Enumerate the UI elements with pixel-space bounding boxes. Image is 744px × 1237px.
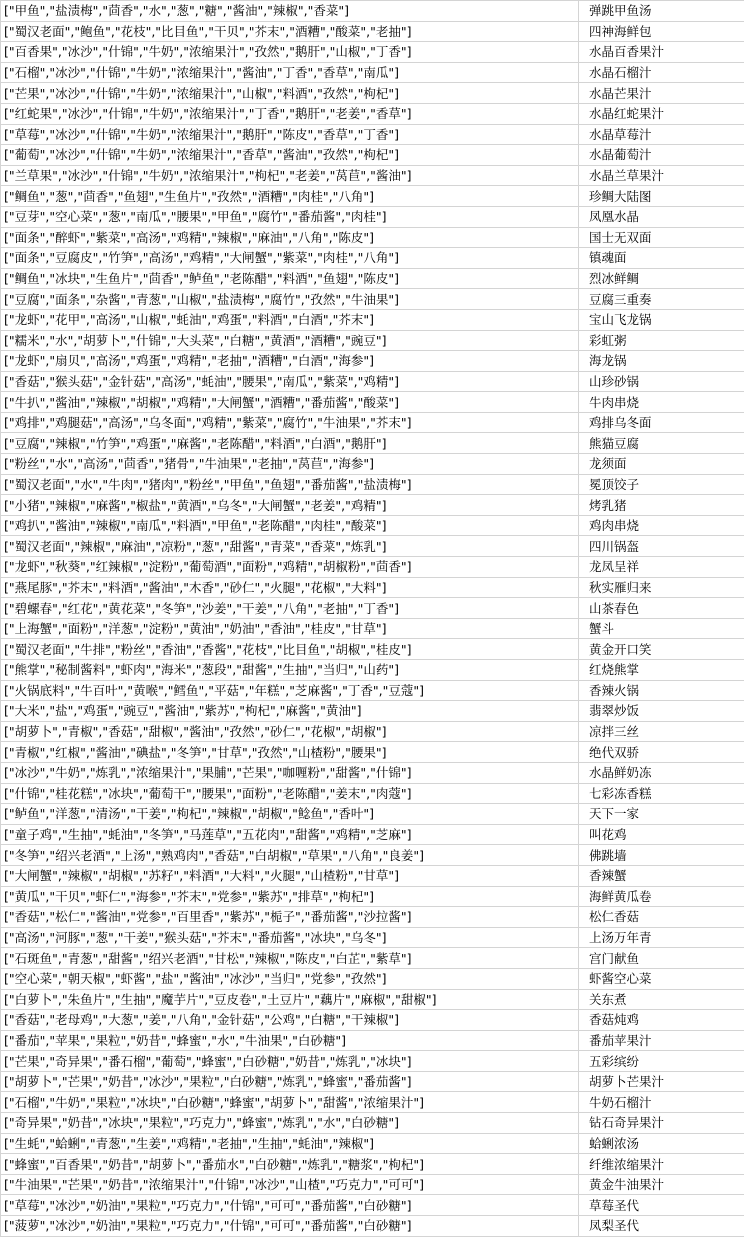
ingredients-cell[interactable]: ["童子鸡","生抽","蚝油","冬笋","马莲草","五花肉","甜酱","鸡精","芝麻"] <box>1 824 579 845</box>
table-row <box>1 515 744 536</box>
dish-name-cell[interactable]: 烤乳猪 <box>579 495 744 516</box>
dish-name-cell[interactable]: 蛤蜊浓汤 <box>579 1133 744 1154</box>
ingredients-cell[interactable]: ["粉丝","水","高汤","茴香","猪骨","牛油果","老抽","莴苣","海参"] <box>1 454 579 475</box>
ingredients-cell[interactable]: ["蜀汉老面","牛排","粉丝","香油","香酱","花枝","比目鱼","胡椒","桂皮"] <box>1 639 579 660</box>
ingredients-cell[interactable]: ["上海蟹","面粉","洋葱","淀粉","黄油","奶油","香油","桂皮","甘草"] <box>1 618 579 639</box>
ingredients-cell[interactable]: ["鸡扒","酱油","辣椒","南瓜","料酒","甲鱼","老陈醋","肉桂","酸菜"] <box>1 515 579 536</box>
table-row <box>1 907 744 928</box>
dish-name-cell[interactable]: 凤凰水晶 <box>579 206 744 227</box>
dish-name-cell[interactable]: 宫门献鱼 <box>579 948 744 969</box>
ingredients-cell[interactable]: ["燕尾豚","芥末","料酒","酱油","木香","砂仁","火腿","花椒","大料"] <box>1 577 579 598</box>
ingredients-cell[interactable]: ["什锦","桂花糕","冰块","葡萄干","腰果","面粉","老陈醋","姜末","肉蔻"] <box>1 783 579 804</box>
ingredients-cell[interactable]: ["龙虾","秋葵","红辣椒","淀粉","葡萄酒","面粉","鸡精","胡椒粉","茴香"] <box>1 557 579 578</box>
ingredients-cell[interactable]: ["鸡排","鸡腿菇","高汤","乌冬面","鸡精","紫菜","腐竹","牛油果","芥末"] <box>1 412 579 433</box>
dish-name-cell[interactable]: 豆腐三重奏 <box>579 289 744 310</box>
dish-name-cell[interactable]: 黄金开口笑 <box>579 639 744 660</box>
table-row <box>1 21 744 42</box>
ingredients-cell[interactable]: ["甲鱼","盐渍梅","茴香","水","葱","糖","酱油","辣椒","香菜"] <box>1 1 579 22</box>
table-row <box>1 371 744 392</box>
table-row <box>1 1092 744 1113</box>
table-row <box>1 824 744 845</box>
table-row <box>1 1216 744 1237</box>
ingredients-cell[interactable]: ["高汤","河豚","葱","干姜","猴头菇","芥末","番茄酱","冰块","乌冬"] <box>1 927 579 948</box>
dish-name-cell[interactable]: 珍鲷大陆图 <box>579 186 744 207</box>
table-row <box>1 742 744 763</box>
table-row <box>1 701 744 722</box>
dish-name-cell[interactable]: 五彩缤纷 <box>579 1051 744 1072</box>
table-row <box>1 330 744 351</box>
dish-name-cell[interactable]: 宝山飞龙锅 <box>579 309 744 330</box>
dish-name-cell[interactable]: 虾酱空心菜 <box>579 968 744 989</box>
dish-name-cell[interactable]: 鸡排乌冬面 <box>579 412 744 433</box>
table-row <box>1 392 744 413</box>
ingredients-cell[interactable]: ["鲈鱼","洋葱","清汤","干姜","枸杞","辣椒","胡椒","鲶鱼","香叶"] <box>1 804 579 825</box>
table-row <box>1 989 744 1010</box>
dish-name-cell[interactable]: 胡萝卜芒果汁 <box>579 1071 744 1092</box>
table-row <box>1 639 744 660</box>
ingredients-cell[interactable]: ["石榴","牛奶","果粒","冰块","白砂糖","蜂蜜","胡萝卜","甜酱","浓缩果汁"] <box>1 1092 579 1113</box>
table-row <box>1 598 744 619</box>
sheet-body <box>1 1 744 1237</box>
ingredients-cell[interactable]: ["香菇","猴头菇","金针菇","高汤","蚝油","腰果","南瓜","紫菜","鸡精"] <box>1 371 579 392</box>
table-row <box>1 268 744 289</box>
dish-name-cell[interactable]: 叫花鸡 <box>579 824 744 845</box>
table-row <box>1 577 744 598</box>
ingredients-cell[interactable]: ["豆芽","空心菜","葱","南瓜","腰果","甲鱼","腐竹","番茄酱","肉桂"] <box>1 206 579 227</box>
ingredients-cell[interactable]: ["香菇","老母鸡","大葱","姜","八角","金针菇","公鸡","白糖","干辣椒"] <box>1 1010 579 1031</box>
table-row <box>1 1154 744 1175</box>
table-row <box>1 1051 744 1072</box>
ingredients-cell[interactable]: ["青椒","红椒","酱油","碘盐","冬笋","甘草","孜然","山楂粉","腰果"] <box>1 742 579 763</box>
ingredients-cell[interactable]: ["鲷鱼","葱","茴香","鱼翅","生鱼片","孜然","酒糟","肉桂","八角"] <box>1 186 579 207</box>
table-row <box>1 103 744 124</box>
table-row <box>1 1195 744 1216</box>
table-row <box>1 804 744 825</box>
table-row <box>1 680 744 701</box>
dish-name-cell[interactable]: 蟹斗 <box>579 618 744 639</box>
ingredients-cell[interactable]: ["黄瓜","干贝","虾仁","海参","芥末","党参","紫苏","排草","枸杞"] <box>1 886 579 907</box>
ingredients-cell[interactable]: ["牛油果","芒果","奶昔","浓缩果汁","什锦","冰沙","山楂","巧克力","可可"] <box>1 1174 579 1195</box>
ingredients-cell[interactable]: ["碧螺春","红花","黄花菜","冬笋","沙姜","干姜","八角","老抽","丁香"] <box>1 598 579 619</box>
dish-name-cell[interactable]: 四川锅盔 <box>579 536 744 557</box>
table-row <box>1 124 744 145</box>
table-row <box>1 83 744 104</box>
ingredients-cell[interactable]: ["熊掌","秘制酱料","虾肉","海米","葱段","甜酱","生抽","当归","山药"] <box>1 660 579 681</box>
ingredients-cell[interactable]: ["大米","盐","鸡蛋","豌豆","酱油","紫苏","枸杞","麻酱","黄油"] <box>1 701 579 722</box>
table-row <box>1 1113 744 1134</box>
ingredients-cell[interactable]: ["兰草果","冰沙","什锦","牛奶","浓缩果汁","枸杞","老姜","莴苣","酱油"] <box>1 165 579 186</box>
table-row <box>1 1010 744 1031</box>
table-row <box>1 227 744 248</box>
dish-name-cell[interactable]: 番茄苹果汁 <box>579 1030 744 1051</box>
table-row <box>1 618 744 639</box>
ingredients-cell[interactable]: ["冬笋","绍兴老酒","上汤","熟鸡肉","香菇","白胡椒","草果","八角","良姜"] <box>1 845 579 866</box>
dish-name-cell[interactable]: 黄金牛油果汁 <box>579 1174 744 1195</box>
ingredients-cell[interactable]: ["奇异果","奶昔","冰块","果粒","巧克力","蜂蜜","炼乳","水","白砂糖"] <box>1 1113 579 1134</box>
ingredients-cell[interactable]: ["生蚝","蛤蜊","青葱","生姜","鸡精","老抽","生抽","蚝油","辣椒"] <box>1 1133 579 1154</box>
dish-name-cell[interactable]: 香辣蟹 <box>579 865 744 886</box>
dish-name-cell[interactable]: 牛肉串烧 <box>579 392 744 413</box>
dish-name-cell[interactable]: 龙须面 <box>579 454 744 475</box>
dish-name-cell[interactable]: 红烧熊掌 <box>579 660 744 681</box>
ingredients-cell[interactable]: ["鲷鱼","冰块","生鱼片","茴香","鲈鱼","老陈醋","料酒","鱼翅","陈皮"] <box>1 268 579 289</box>
table-row <box>1 145 744 166</box>
ingredients-cell[interactable]: ["石榴","冰沙","什锦","牛奶","浓缩果汁","酱油","丁香","香草","南瓜"] <box>1 62 579 83</box>
ingredients-cell[interactable]: ["胡萝卜","芒果","奶昔","冰沙","果粒","白砂糖","炼乳","蜂蜜","番茄酱"] <box>1 1071 579 1092</box>
dish-name-cell[interactable]: 草莓圣代 <box>579 1195 744 1216</box>
table-row <box>1 536 744 557</box>
ingredients-cell[interactable]: ["火锅底料","牛百叶","黄喉","鳕鱼","平菇","年糕","芝麻酱","丁香","豆蔻"] <box>1 680 579 701</box>
table-row <box>1 42 744 63</box>
dish-name-cell[interactable]: 凉拌三丝 <box>579 721 744 742</box>
table-row <box>1 927 744 948</box>
dish-name-cell[interactable]: 凤梨圣代 <box>579 1216 744 1237</box>
table-row <box>1 557 744 578</box>
dish-name-cell[interactable]: 水晶芒果汁 <box>579 83 744 104</box>
dish-name-cell[interactable]: 松仁香菇 <box>579 907 744 928</box>
dish-name-cell[interactable]: 四神海鲜包 <box>579 21 744 42</box>
table-row <box>1 1030 744 1051</box>
dish-name-cell[interactable]: 水晶葡萄汁 <box>579 145 744 166</box>
table-row <box>1 1071 744 1092</box>
dish-name-cell[interactable]: 上汤万年青 <box>579 927 744 948</box>
ingredients-cell[interactable]: ["小猪","辣椒","麻酱","椒盐","黄酒","乌冬","大闸蟹","老姜","鸡精"] <box>1 495 579 516</box>
dish-name-cell[interactable]: 国士无双面 <box>579 227 744 248</box>
ingredients-cell[interactable]: ["蜀汉老面","辣椒","麻油","凉粉","葱","甜酱","青菜","香菜","炼乳"] <box>1 536 579 557</box>
ingredients-cell[interactable]: ["红蛇果","冰沙","什锦","牛奶","浓缩果汁","丁香","鹅肝","老姜","香草"] <box>1 103 579 124</box>
table-row <box>1 1133 744 1154</box>
ingredients-cell[interactable]: ["草莓","冰沙","什锦","牛奶","浓缩果汁","鹅肝","陈皮","香草","丁香"] <box>1 124 579 145</box>
ingredients-cell[interactable]: ["白萝卜","朱鱼片","生抽","魔芋片","豆皮卷","土豆片","藕片","麻椒","甜椒"] <box>1 989 579 1010</box>
table-row <box>1 762 744 783</box>
dish-name-cell[interactable]: 香菇炖鸡 <box>579 1010 744 1031</box>
table-row <box>1 165 744 186</box>
table-row <box>1 351 744 372</box>
ingredients-cell[interactable]: ["香菇","松仁","酱油","党参","百里香","紫苏","栀子","番茄酱","沙拉酱"] <box>1 907 579 928</box>
ingredients-cell[interactable]: ["龙虾","花甲","高汤","山椒","蚝油","鸡蛋","料酒","白酒","芥末"] <box>1 309 579 330</box>
dish-name-cell[interactable]: 钻石奇异果汁 <box>579 1113 744 1134</box>
ingredients-cell[interactable]: ["蜀汉老面","鲍鱼","花枝","比目鱼","干贝","芥末","酒糟","酸菜","老抽"] <box>1 21 579 42</box>
dish-name-cell[interactable]: 海鲜黄瓜卷 <box>579 886 744 907</box>
dish-name-cell[interactable]: 烈冰鲜鲷 <box>579 268 744 289</box>
dish-name-cell[interactable]: 熊猫豆腐 <box>579 433 744 454</box>
dish-name-cell[interactable]: 水晶红蛇果汁 <box>579 103 744 124</box>
dish-name-cell[interactable]: 关东煮 <box>579 989 744 1010</box>
ingredients-cell[interactable]: ["冰沙","牛奶","炼乳","浓缩果汁","果脯","芒果","咖喱粉","甜酱","什锦"] <box>1 762 579 783</box>
ingredients-cell[interactable]: ["龙虾","扇贝","高汤","鸡蛋","鸡精","老抽","酒糟","白酒","海参"] <box>1 351 579 372</box>
table-row <box>1 660 744 681</box>
table-row <box>1 1174 744 1195</box>
ingredients-cell[interactable]: ["牛扒","酱油","辣椒","胡椒","鸡精","大闸蟹","酒糟","番茄酱","酸菜"] <box>1 392 579 413</box>
dish-name-cell[interactable]: 山茶春色 <box>579 598 744 619</box>
dish-name-cell[interactable]: 七彩冻香糕 <box>579 783 744 804</box>
ingredients-cell[interactable]: ["大闸蟹","辣椒","胡椒","苏籽","料酒","大料","火腿","山楂粉","甘草"] <box>1 865 579 886</box>
dish-name-cell[interactable]: 纤维浓缩果汁 <box>579 1154 744 1175</box>
table-row <box>1 474 744 495</box>
table-row <box>1 968 744 989</box>
table-row <box>1 454 744 475</box>
dish-name-cell[interactable]: 水晶草莓汁 <box>579 124 744 145</box>
ingredients-cell[interactable]: ["番茄","苹果","果粒","奶昔","蜂蜜","水","牛油果","白砂糖"] <box>1 1030 579 1051</box>
ingredients-cell[interactable]: ["面条","醉虾","紫菜","高汤","鸡精","辣椒","麻油","八角","陈皮"] <box>1 227 579 248</box>
dish-name-cell[interactable]: 天下一家 <box>579 804 744 825</box>
ingredients-cell[interactable]: ["石斑鱼","青葱","甜酱","绍兴老酒","甘松","辣椒","陈皮","白芷","紫草"] <box>1 948 579 969</box>
dish-name-cell[interactable]: 冕顶饺子 <box>579 474 744 495</box>
table-row <box>1 433 744 454</box>
table-row <box>1 886 744 907</box>
dish-name-cell[interactable]: 镇魂面 <box>579 248 744 269</box>
ingredients-cell[interactable]: ["胡萝卜","青椒","香菇","甜椒","酱油","孜然","砂仁","花椒","胡椒"] <box>1 721 579 742</box>
table-row <box>1 783 744 804</box>
dish-name-cell[interactable]: 水晶兰草果汁 <box>579 165 744 186</box>
table-row <box>1 845 744 866</box>
dish-name-cell[interactable]: 彩虹粥 <box>579 330 744 351</box>
ingredients-cell[interactable]: ["豆腐","面条","杂酱","青葱","山椒","盐渍梅","腐竹","孜然","牛油果"] <box>1 289 579 310</box>
dish-name-cell[interactable]: 海龙锅 <box>579 351 744 372</box>
ingredients-cell[interactable]: ["葡萄","冰沙","什锦","牛奶","浓缩果汁","香草","酱油","孜然","枸杞"] <box>1 145 579 166</box>
table-row <box>1 309 744 330</box>
table-row <box>1 865 744 886</box>
table-row <box>1 206 744 227</box>
dish-name-cell[interactable]: 水晶石榴汁 <box>579 62 744 83</box>
dish-name-cell[interactable]: 香辣火锅 <box>579 680 744 701</box>
ingredients-cell[interactable]: ["糯米","水","胡萝卜","什锦","大头菜","白糖","黄酒","酒糟","豌豆"] <box>1 330 579 351</box>
ingredients-cell[interactable]: ["百香果","冰沙","什锦","牛奶","浓缩果汁","孜然","鹅肝","山椒","丁香"] <box>1 42 579 63</box>
table-row <box>1 289 744 310</box>
dish-name-cell[interactable]: 秋实雁归来 <box>579 577 744 598</box>
dish-name-cell[interactable]: 龙凤呈祥 <box>579 557 744 578</box>
dish-name-cell[interactable]: 水晶鲜奶冻 <box>579 762 744 783</box>
ingredients-cell[interactable]: ["菠萝","冰沙","奶油","果粒","巧克力","什锦","可可","番茄酱","白砂糖"] <box>1 1216 579 1237</box>
dish-name-cell[interactable]: 水晶百香果汁 <box>579 42 744 63</box>
table-row <box>1 412 744 433</box>
dish-name-cell[interactable]: 牛奶石榴汁 <box>579 1092 744 1113</box>
table-row <box>1 948 744 969</box>
ingredients-cell[interactable]: ["豆腐","辣椒","竹笋","鸡蛋","麻酱","老陈醋","料酒","白酒","鹅肝"] <box>1 433 579 454</box>
dish-name-cell[interactable]: 山珍砂锅 <box>579 371 744 392</box>
dish-name-cell[interactable]: 翡翠炒饭 <box>579 701 744 722</box>
ingredients-cell[interactable]: ["草莓","冰沙","奶油","果粒","巧克力","什锦","可可","番茄酱","白砂糖"] <box>1 1195 579 1216</box>
dish-name-cell[interactable]: 鸡肉串烧 <box>579 515 744 536</box>
ingredients-cell[interactable]: ["面条","豆腐皮","竹笋","高汤","鸡精","大闸蟹","紫菜","肉桂","八角"] <box>1 248 579 269</box>
ingredients-cell[interactable]: ["蜂蜜","百香果","奶昔","胡萝卜","番茄水","白砂糖","炼乳","糖浆","枸杞"] <box>1 1154 579 1175</box>
dish-name-cell[interactable]: 绝代双骄 <box>579 742 744 763</box>
table-row <box>1 186 744 207</box>
table-row <box>1 1 744 22</box>
ingredients-cell[interactable]: ["芒果","冰沙","什锦","牛奶","浓缩果汁","山椒","料酒","孜然","枸杞"] <box>1 83 579 104</box>
ingredients-cell[interactable]: ["蜀汉老面","水","牛肉","猪肉","粉丝","甲鱼","鱼翅","番茄酱","盐渍梅"] <box>1 474 579 495</box>
table-row <box>1 495 744 516</box>
ingredients-cell[interactable]: ["芒果","奇异果","番石榴","葡萄","蜂蜜","白砂糖","奶昔","炼乳","冰块"] <box>1 1051 579 1072</box>
dish-name-cell[interactable]: 弹跳甲鱼汤 <box>579 1 744 22</box>
table-row <box>1 62 744 83</box>
dish-name-cell[interactable]: 佛跳墙 <box>579 845 744 866</box>
table-row <box>1 248 744 269</box>
ingredients-cell[interactable]: ["空心菜","朝天椒","虾酱","盐","酱油","冰沙","当归","党参","孜然"] <box>1 968 579 989</box>
table-row <box>1 721 744 742</box>
